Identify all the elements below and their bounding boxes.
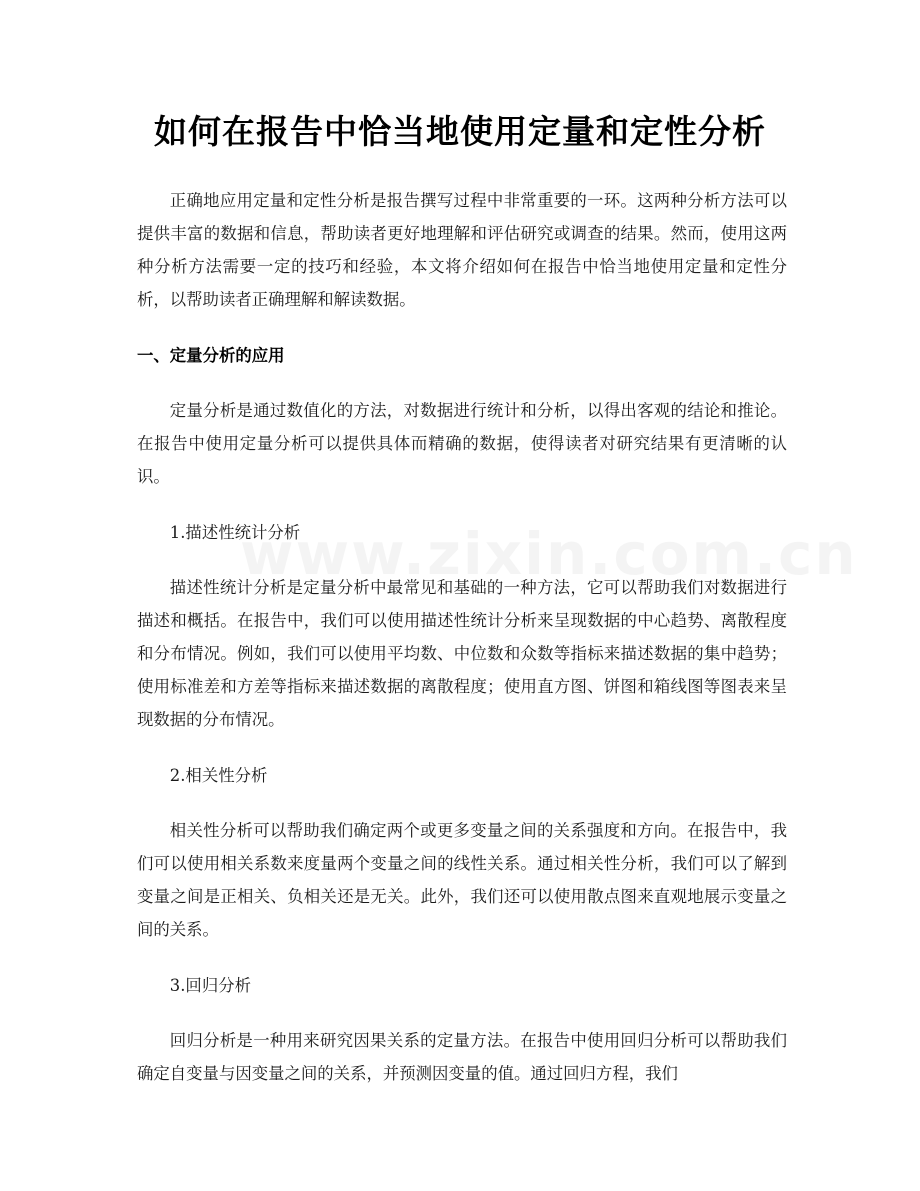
document-body xyxy=(137,184,787,1113)
section-heading-quantitative: 一、定量分析的应用 xyxy=(137,346,285,365)
paragraph-regression-analysis: 回归分析是一种用来研究因果关系的定量方法。在报告中使用回归分析可以帮助我们确定自变量与因变量之间的关系，并预测因变量的值。通过回归方程，我们 xyxy=(137,1031,787,1083)
paragraph-correlation-analysis: 相关性分析可以帮助我们确定两个或更多变量之间的关系强度和方向。在报告中，我们可以使用相关系数来度量两个变量之间的线性关系。通过相关性分析，我们可以了解到变量之间是正相关、负相关还是无关。此外，我们还可以使用散点图来直观地展示变量之间的关系。 xyxy=(137,821,787,939)
intro-paragraph: 正确地应用定量和定性分析是报告撰写过程中非常重要的一环。这两种分析方法可以提供丰富的数据和信息，帮助读者更好地理解和评估研究或调查的结果。然而，使用这两种分析方法需要一定的技巧和经验，本文将介绍如何在报告中恰当地使用定量和定性分析，以帮助读者正确理解和解读数据。 xyxy=(137,191,787,309)
paragraph-descriptive-statistics: 描述性统计分析是定量分析中最常见和基础的一种方法，它可以帮助我们对数据进行描述和概括。在报告中，我们可以使用描述性统计分析来呈现数据的中心趋势、离散程度和分布情况。例如，我们可以使用平均数、中位数和众数等指标来描述数据的集中趋势；使用标准差和方差等指标来描述数据的离散程度；使用直方图、饼图和箱线图等图表来呈现数据的分布情况。 xyxy=(137,578,787,729)
subheading-descriptive-statistics: 1.描述性统计分析 xyxy=(169,523,301,542)
subheading-regression-analysis: 3.回归分析 xyxy=(169,976,251,995)
document-title: 如何在报告中恰当地使用定量和定性分析 xyxy=(154,112,766,151)
section-paragraph-quantitative: 定量分析是通过数值化的方法，对数据进行统计和分析，以得出客观的结论和推论。在报告中使用定量分析可以提供具体而精确的数据，使得读者对研究结果有更清晰的认识。 xyxy=(137,401,787,486)
subheading-correlation-analysis: 2.相关性分析 xyxy=(169,766,268,785)
